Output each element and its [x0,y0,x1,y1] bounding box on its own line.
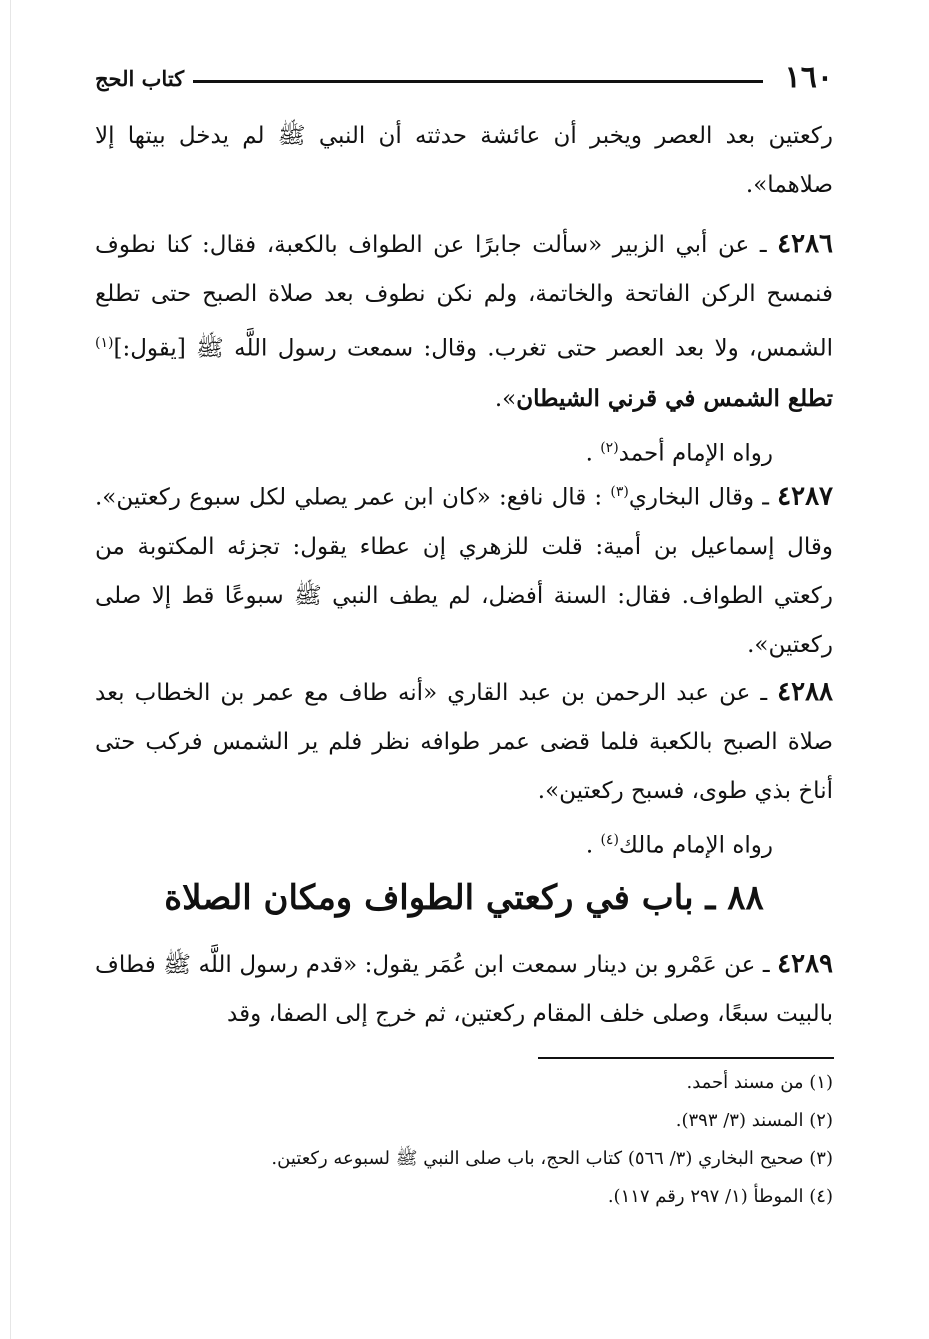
page-number: ١٦٠ [784,60,833,95]
page-header [95,60,833,100]
hadith-body: ـ عن عبد الرحمن بن عبد القاري «أنه طاف مع عمر بن الخطاب بعد صلاة الصبح بالكعبة فلما قضى عمر طوافه نظر فلم ير الشمس فركب حتى أناخ بذي طوى، فسبح ركعتين». [95,680,833,804]
footnote-3: (٣) صحيح البخاري (٣/ ٥٦٦) كتاب الحج، باب صلى النبي ﷺ لسبوعه ركعتين. [271,1148,833,1169]
hadith-end: ». [494,385,517,412]
hadith-body: ـ عن عَمْرو بن دينار سمعت ابن عُمَر يقول: «قدم رسول اللَّه ﷺ فطاف بالبيت سبعًا، وصلى خلف المقام ركعتين، ثم خرج إلى الصفا، وقد [95,952,833,1027]
hadith-number: ٤٢٨٧ [777,481,833,512]
narration-line [95,816,833,871]
footnote-ref: (٣) [610,484,629,500]
hadith-number: ٤٢٨٩ [777,949,833,979]
narration-text: رواه الإمام أحمد [618,440,773,467]
narration-text: رواه الإمام مالك [618,832,773,859]
footnote-1: (١) من مسند أحمد. [686,1072,833,1093]
hadith-4288 [95,668,833,871]
footnote-ref: (١) [95,335,114,351]
continuation-text: ركعتين بعد العصر ويخبر أن عائشة حدثته أن النبي ﷺ لم يدخل بيتها إلا صلاهما». [95,123,833,198]
scan-edge-line [10,0,11,1339]
footnote-2: (٢) المسند (٣/ ٣٩٣). [675,1110,833,1131]
hadith-body: ـ وقال البخاري [628,484,769,511]
footnote-rule [538,1057,834,1059]
footnote-ref: (٤) [600,832,619,848]
hadith-4288-text [95,668,833,816]
header-rule [193,80,763,83]
hadith-4287 [95,468,833,670]
hadith-body: ـ عن أبي الزبير «سألت جابرًا عن الطواف بالكعبة، فقال: كنا نطوف فنمسح الركن الفاتحة والخاتمة، ولم نكن نطوف بعد صلاة الصبح حتى تطلع الشمس، ولا بعد العصر حتى تغرب. وقال: سمعت رسول اللَّه ﷺ [يقول:] [95,232,833,362]
footnote-4: (٤) الموطأ (١/ ٢٩٧ رقم ١١٧). [607,1186,833,1207]
hadith-4286 [95,220,833,478]
hadith-number: ٤٢٨٨ [777,677,833,707]
hadith-body-cont: : قال نافع: «كان ابن عمر يصلي لكل سبوع ركعتين». وقال إسماعيل بن أمية: قلت للزهري إن عطاء يقول: تجزئه المكتوبة من ركعتي الطواف. فقال: السنة أفضل، لم يطف النبي ﷺ سبوعًا قط إلا صلى ركعتين». [95,484,833,658]
hadith-4286-text [95,220,833,424]
hadith-4287-text [95,468,833,670]
hadith-4289 [95,940,833,1039]
footnote-ref: (٢) [600,439,619,456]
running-title: كتاب الحج [95,66,185,91]
hadith-quote: تطلع الشمس في قرني الشيطان [516,384,833,412]
hadith-4289-text [95,940,833,1039]
narration-end: . [585,832,601,859]
chapter-heading: ٨٨ ـ باب في ركعتي الطواف ومكان الصلاة [164,878,764,918]
footnotes [95,1064,833,1216]
continuation-paragraph [95,112,833,210]
hadith-number: ٤٢٨٦ [777,229,833,259]
narration-end: . [585,440,601,467]
